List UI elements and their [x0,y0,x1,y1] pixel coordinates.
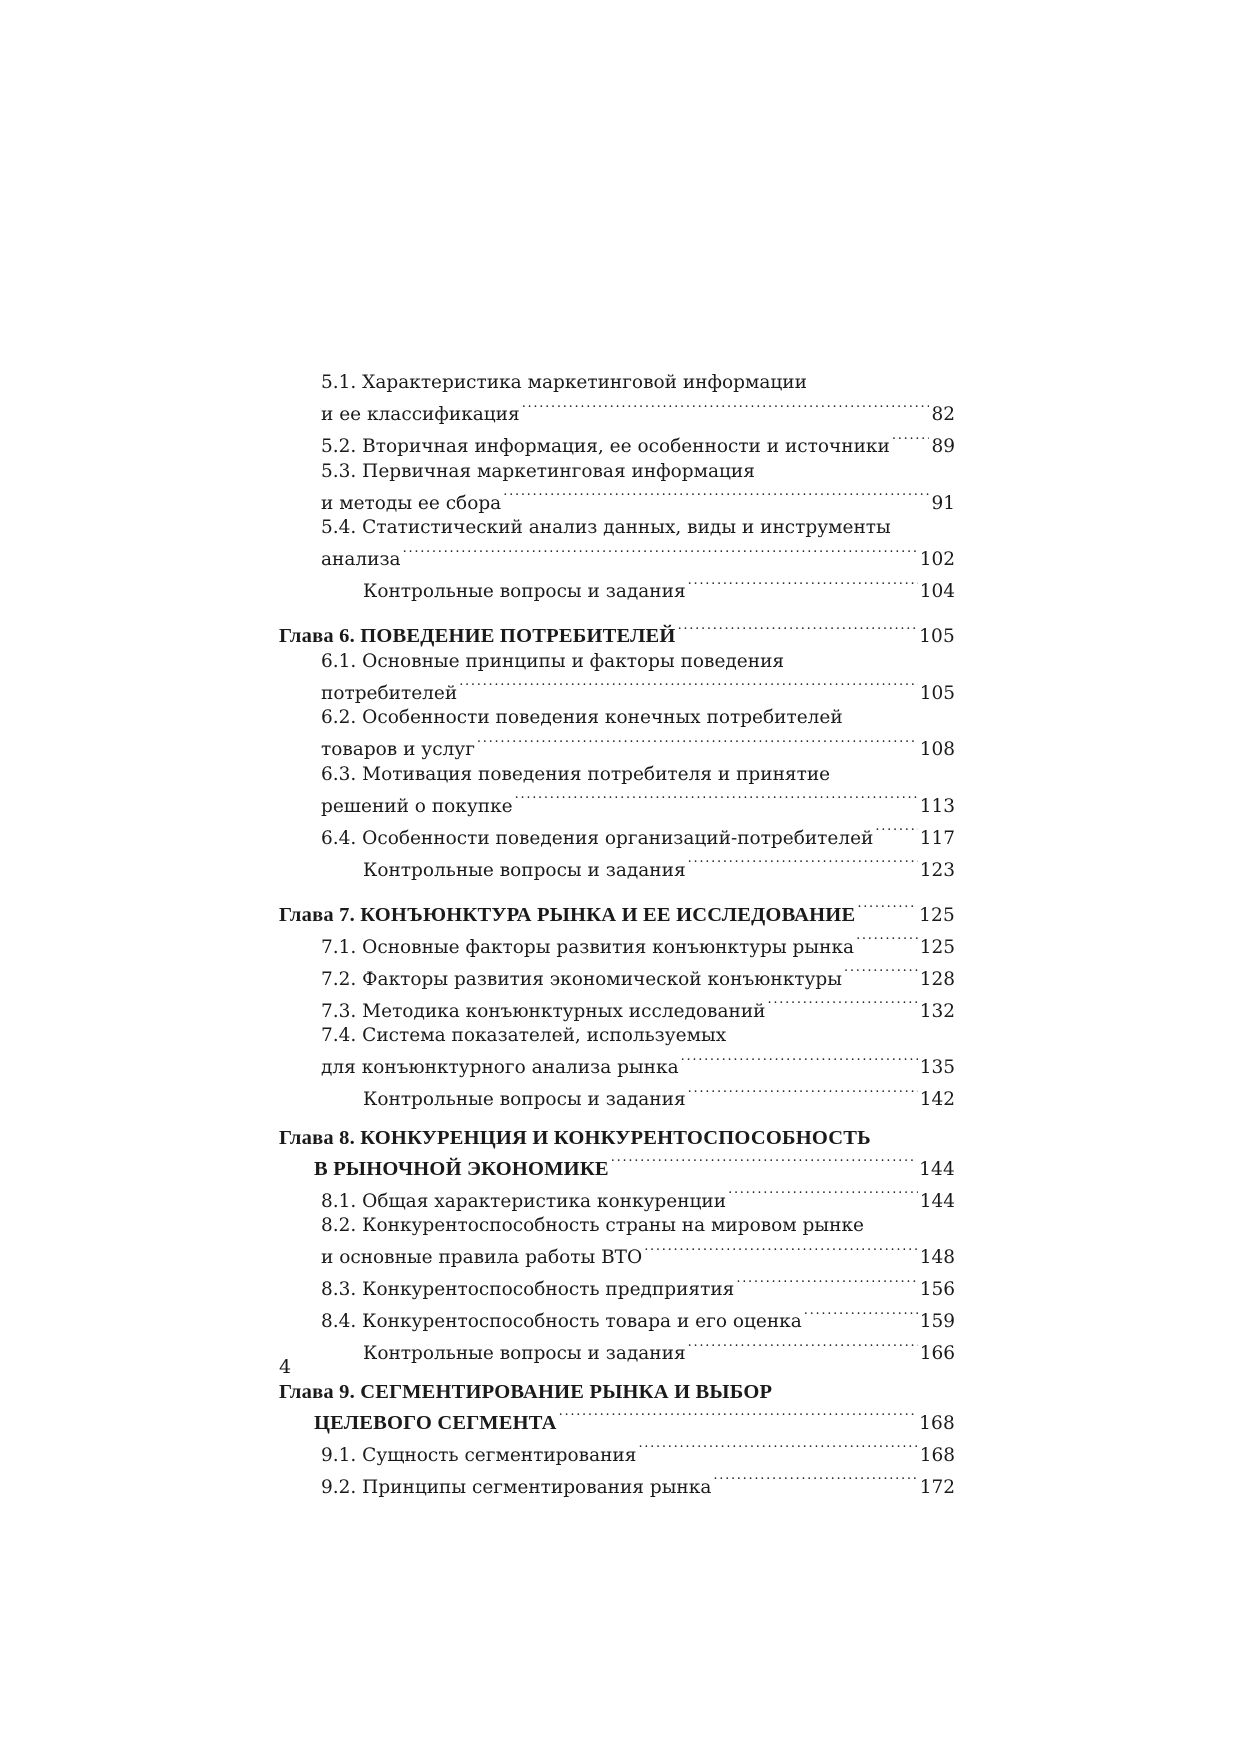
toc-page-number: 159 [919,1311,955,1332]
dot-leader [804,1303,918,1328]
toc-chapter-entry [279,896,955,928]
toc-entry [279,1303,955,1335]
toc-entry-text: 5.3. Первичная маркетинговая информация [321,460,755,482]
toc-entry-text: 8.3. Конкурентоспособность предприятия [321,1279,735,1300]
toc-entry-text: 5.4. Статистический анализ данных, виды и инструменты [321,517,891,538]
toc-page-number: 132 [919,1000,955,1022]
dot-leader [688,1335,918,1360]
toc-page-number: 128 [919,968,955,990]
toc-page-number: 125 [919,904,955,926]
toc-entry [279,960,955,992]
toc-chapter-entry [279,1404,955,1436]
chapter-title: В РЫНОЧНОЙ ЭКОНОМИКЕ [314,1157,609,1180]
toc-page-number: 144 [919,1190,955,1212]
toc-entry [279,787,955,819]
toc-entry-text: 7.4. Система показателей, используемых [321,1025,727,1046]
dot-leader [688,851,918,876]
toc-entry-text: 7.2. Факторы развития экономической конъюнктуры [321,968,842,990]
toc-entry-text: Контрольные вопросы и задания [363,581,686,602]
dot-leader [736,1271,917,1296]
dot-leader [688,573,918,598]
table-of-contents [279,371,955,1500]
dot-leader [892,428,930,453]
dot-leader [688,1081,918,1106]
toc-entry [279,763,955,788]
toc-entry [279,460,955,485]
dot-leader [856,928,918,953]
toc-page-number: 105 [919,626,955,647]
toc-page-number: 113 [919,795,955,817]
toc-entry [279,1468,955,1500]
toc-questions-entry [279,573,955,605]
toc-chapter-entry [279,1150,955,1182]
dot-leader [678,618,918,643]
toc-entry-text: и основные правила работы ВТО [321,1247,643,1268]
dot-leader [503,484,929,509]
dot-leader [728,1182,918,1207]
toc-entry-text: для конъюнктурного анализа рынка [321,1057,679,1078]
toc-page-number: 156 [919,1279,955,1300]
chapter-title: Глава 7. КОНЪЮНКТУРА РЫНКА И ЕЕ ИССЛЕДОВАНИЕ [279,903,856,926]
toc-entry-text: 6.2. Особенности поведения конечных потребителей [321,707,843,728]
toc-entry-text: анализа [321,549,401,570]
toc-page-number: 144 [919,1158,955,1180]
toc-page-number: 123 [919,859,955,881]
toc-page-number: 104 [919,581,955,602]
dot-leader [638,1436,917,1461]
toc-entry-text: 6.3. Мотивация поведения потребителя и принятие [321,763,831,785]
toc-entry [279,674,955,706]
toc-page-number: 166 [919,1343,955,1364]
chapter-title: Глава 9. СЕГМЕНТИРОВАНИЕ РЫНКА И ВЫБОР [279,1380,773,1403]
page-number: 4 [279,1356,292,1378]
toc-entry-text: 5.2. Вторичная информация, ее особенности и источники [321,436,890,457]
dot-leader [844,960,918,985]
toc-page-number: 142 [919,1089,955,1110]
dot-leader [611,1150,917,1175]
dot-leader [875,819,917,844]
dot-leader [522,396,930,421]
dot-leader [857,896,917,921]
dot-leader [681,1049,918,1074]
toc-entry-text: решений о покупке [321,795,513,817]
toc-entry-text: 9.1. Сущность сегментирования [321,1444,637,1466]
toc-page-number: 148 [919,1247,955,1268]
toc-page-number: 91 [931,492,955,514]
toc-entry [279,541,955,573]
toc-entry-text: 6.1. Основные принципы и факторы поведения [321,650,785,672]
toc-entry-text: потребителей [321,682,458,704]
toc-page-number: 108 [919,739,955,760]
toc-entry [279,371,955,396]
toc-entry [279,516,955,541]
toc-entry-text: Контрольные вопросы и задания [363,1089,686,1110]
chapter-title: Глава 6. ПОВЕДЕНИЕ ПОТРЕБИТЕЛЕЙ [279,625,676,647]
toc-entry [279,1239,955,1271]
toc-entry-text: 8.4. Конкурентоспособность товара и его оценка [321,1311,802,1332]
dot-leader [559,1404,917,1429]
toc-entry-text: и методы ее сбора [321,492,502,514]
toc-entry-text: и ее классификация [321,404,520,425]
toc-entry-text: 7.1. Основные факторы развития конъюнктуры рынка [321,936,855,958]
dot-leader [477,731,918,756]
toc-entry [279,1182,955,1214]
toc-entry-text: товаров и услуг [321,739,475,760]
toc-entry [279,1271,955,1303]
toc-entry-text: 6.4. Особенности поведения организаций-потребителей [321,827,874,849]
toc-entry [279,396,955,428]
toc-page-number: 168 [919,1412,955,1434]
toc-entry-text: 9.2. Принципы сегментирования рынка [321,1476,712,1498]
toc-entry [279,731,955,763]
toc-entry-text: Контрольные вопросы и задания [363,859,686,881]
toc-entry [279,819,955,851]
dot-leader [768,992,918,1017]
toc-page-number: 125 [919,936,955,958]
dot-leader [713,1468,917,1493]
dot-leader [515,787,918,812]
toc-page-number: 105 [919,682,955,704]
toc-page-number: 89 [931,436,955,457]
dot-leader [644,1239,918,1264]
toc-entry-text: 5.1. Характеристика маркетинговой информации [321,372,807,393]
toc-entry-text: 8.2. Конкурентоспособность страны на мировом рынке [321,1215,864,1236]
toc-page-number: 82 [931,404,955,425]
toc-entry-text: Контрольные вопросы и задания [363,1343,686,1364]
toc-entry [279,650,955,675]
toc-entry [279,992,955,1024]
toc-questions-entry [279,1335,955,1367]
toc-chapter-entry [279,1126,955,1151]
toc-chapter-entry [279,1380,955,1405]
dot-leader [403,541,918,566]
toc-page-number: 172 [919,1476,955,1498]
chapter-title: Глава 8. КОНКУРЕНЦИЯ И КОНКУРЕНТОСПОСОБНОСТЬ [279,1126,871,1149]
toc-entry [279,1024,955,1049]
toc-entry-text: 8.1. Общая характеристика конкуренции [321,1190,727,1212]
toc-entry [279,484,955,516]
toc-entry [279,428,955,460]
toc-page-number: 117 [919,827,955,849]
toc-entry [279,1436,955,1468]
toc-entry [279,706,955,731]
toc-questions-entry [279,1081,955,1113]
toc-questions-entry [279,851,955,883]
toc-page-number: 102 [919,549,955,570]
toc-entry [279,1049,955,1081]
toc-chapter-entry [279,618,955,650]
toc-entry-text: 7.3. Методика конъюнктурных исследований [321,1000,766,1022]
dot-leader [459,674,918,699]
toc-page-number: 168 [919,1444,955,1466]
chapter-title: ЦЕЛЕВОГО СЕГМЕНТА [314,1411,557,1434]
toc-page-number: 135 [919,1057,955,1078]
toc-entry [279,928,955,960]
toc-entry [279,1214,955,1239]
